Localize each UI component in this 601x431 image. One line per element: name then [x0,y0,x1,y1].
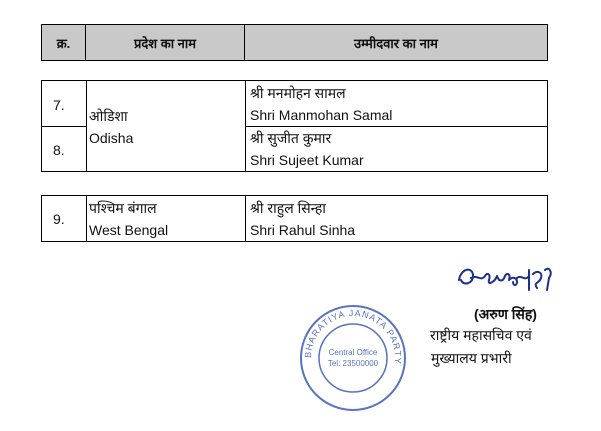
header-serial-number: क्र. [42,25,86,60]
row-9-number: 9. [53,211,65,227]
stamp-center-line2: Tel: 23500000 [327,359,379,368]
candidate-7-hindi: श्री मनमोहन सामल [250,85,346,101]
state-name-english: Odisha [89,130,134,146]
handwritten-signature [451,260,561,300]
candidate-8-english: Shri Sujeet Kumar [250,152,364,168]
state-name-hindi-wb: पश्चिम बंगाल [89,200,157,216]
state-name-hindi: ओडिशा [89,108,128,124]
candidate-9-hindi: श्री राहुल सिन्हा [250,200,326,216]
stamp-ring-text: BHARATIYA JANATA PARTY [302,307,404,365]
signatory-name: (अरुण सिंह) [474,306,537,322]
header-candidate-name: उम्मीदवार का नाम [354,35,438,51]
table-header [41,24,548,61]
row-7-number: 7. [53,97,65,113]
candidate-9-english: Shri Rahul Sinha [250,222,356,238]
signatory-title-line2: मुख्यालय प्रभारी [431,350,512,366]
state-name-english-wb: West Bengal [89,222,169,238]
stamp-center-line1: Central Office [328,348,378,357]
header-state-name: प्रदेश का नाम [86,25,245,60]
signatory-title-line1: राष्ट्रीय महासचिव एवं [430,327,532,343]
candidate-8-hindi: श्री सुजीत कुमार [250,130,332,146]
party-office-stamp [298,303,408,413]
row-8-number: 8. [53,142,65,158]
candidate-7-english: Shri Manmohan Samal [250,107,393,123]
